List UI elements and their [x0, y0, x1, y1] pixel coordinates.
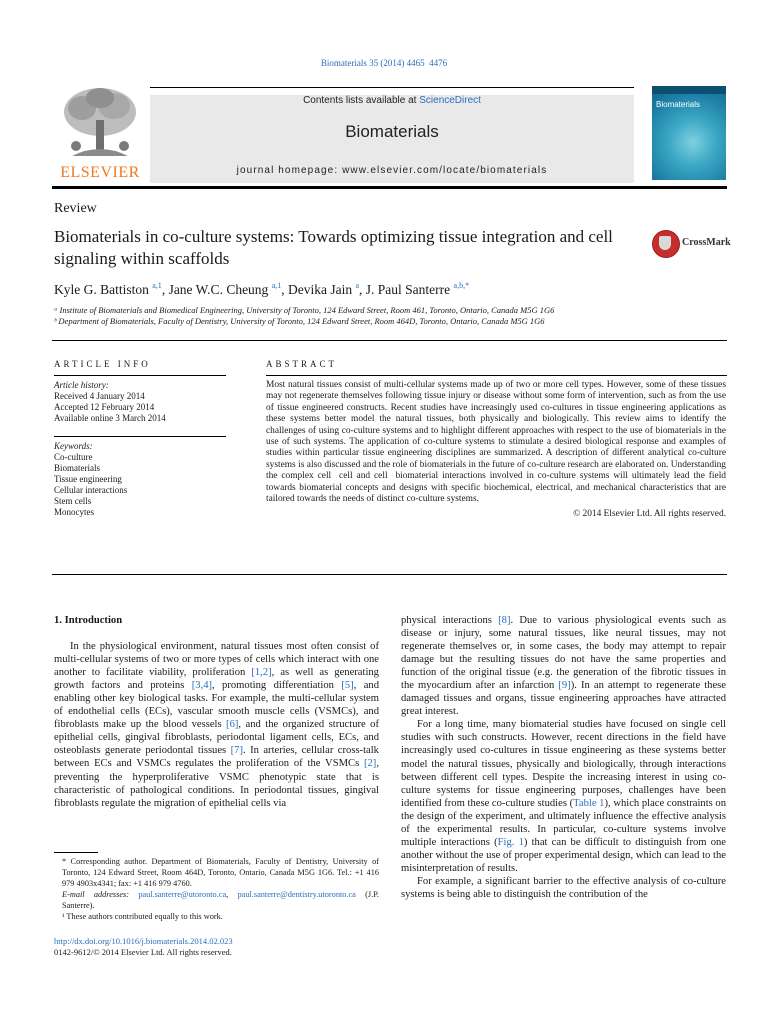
text-run: physical interactions [401, 615, 499, 626]
affiliation-b: ᵇ Department of Biomaterials, Faculty of Dentistry, University of Toronto, 124 Edward Street, Room 464D, Toronto, Ontario, Canada M5G 1G6 [54, 316, 545, 326]
contents-line [150, 95, 634, 106]
crossmark-label: CrossMark [682, 237, 731, 248]
history-accepted: Accepted 12 February 2014 [54, 402, 155, 412]
abstract-text: Most natural tissues consist of multi-cellular systems made up of two or more cell types. However, some of these tissues may not regenerate themselves following tissue injury or disease without some form of intervention, such as from the use of tissue engineered constructs. Recent studies have increasingly used co-cultures in tissue engineering applications as these systems better model the natural tissues, both physically and biologically. This review aims to identify the challenges of using co-culture systems and to highlight different approaches with respect to the use of biomaterials in the use of such systems. The application of co-culture systems to stimulate a desired biological response and examples of studies within particular tissue engineering disciplines are summarized. A description of different analytical co-culture systems is also discussed and the role of biomaterials in the future of co-culture research are elaborated on. Understanding the complex cell cell and cell biomaterial interactions involved in co-culture systems will ultimately lead the field towards biomaterial concepts and designs with specific biochemical, electrical, and mechanical characteristics that are tailored towards the needs of distinct co-culture systems. [266, 380, 726, 505]
email-link[interactable]: paul.santerre@utoronto.ca [138, 890, 227, 899]
publisher-name: ELSEVIER [60, 164, 140, 181]
masthead-bottom-rule [52, 186, 727, 189]
journal-title: Biomaterials [345, 122, 439, 141]
text-run: , and the organized structure of epithelial cells, gingival fibroblasts, periodontal ligament cells, ECs, and osteoblasts generate periodontal tissues [54, 719, 380, 757]
citation-link[interactable]: [8] [498, 615, 511, 626]
email-separator: , [226, 890, 238, 899]
author-list [54, 281, 469, 298]
journal-cover[interactable] [652, 86, 726, 180]
text-run: ), which place constraints on the design of the experiment, and ultimately influence the effective analysis of the experimental results. In particular, co-culture systems involve multiple interactions ( [401, 797, 727, 848]
keyword-item: Tissue engineering [54, 474, 122, 484]
keywords-rule [54, 436, 226, 437]
article-info-heading: ARTICLE INFO [54, 359, 151, 369]
contents-text: Contents lists available at [303, 95, 420, 106]
issn-line: 0142-9612/© 2014 Elsevier Ltd. All rights reserved. [54, 947, 232, 957]
text-run: , as well as generating growth factors and proteins [54, 667, 379, 692]
keyword-item: Biomaterials [54, 463, 100, 473]
text-run: , promoting differentiation [212, 680, 342, 692]
email-suffix: (J.P. Santerre). [62, 890, 379, 910]
journal-banner [150, 95, 634, 183]
citation-link[interactable]: [2] [363, 758, 377, 770]
author-separator: , [359, 282, 366, 297]
history-received: Received 4 January 2014 [54, 391, 145, 401]
author-affiliation-mark[interactable]: a,1 [271, 281, 282, 290]
author-affiliation-mark[interactable]: a [355, 281, 360, 290]
body-column-left [54, 614, 379, 810]
cover-title: Biomaterials [656, 100, 701, 109]
keyword-item: Monocytes [54, 507, 94, 517]
abstract-heading: ABSTRACT [266, 359, 338, 369]
article-history [54, 380, 226, 424]
author-name[interactable]: Devika Jain [288, 282, 353, 297]
crossmark-badge[interactable] [652, 230, 732, 258]
author-separator: , [281, 282, 288, 297]
intro-paragraph-1 [54, 640, 379, 810]
figure-link[interactable]: Fig. 1 [497, 836, 524, 848]
article-type: Review [54, 201, 97, 216]
text-run: . In arteries, cellular cross-talk between ECs and VSMCs regulates the proliferation of the VSMCs [54, 745, 379, 770]
text-run: For a long time, many biomaterial studies have focused on single cell studies with such constructs. However, recent directions in the field have increasingly used co-cultures in tissue engineering as these systems better model the natural tissues, physically and biologically, through interactions between different cell types. Despite the increasing interest in using co-culture systems for tissue engineering purposes, challenges have been identified from these co-culture studies ( [401, 719, 726, 809]
abstract-copyright: © 2014 Elsevier Ltd. All rights reserved. [573, 509, 726, 520]
text-run: , preventing the hyperproliferative VSMC phenotypic state that is characteristic of pathological conditions. In periodontal tissues, gingival fibroblasts regulate the migration of epithelial cells via [54, 758, 379, 809]
article-info-rule [54, 375, 226, 376]
keyword-list [54, 452, 226, 518]
affiliations [54, 305, 554, 327]
history-label: Article history: [54, 380, 109, 390]
citation-link[interactable]: [1,2] [251, 667, 272, 679]
body-column-right [401, 614, 726, 901]
email-link[interactable]: paul.santerre@dentistry.utoronto.ca [237, 890, 356, 899]
table-link[interactable]: Table 1 [573, 797, 605, 809]
citation-link[interactable]: [5] [341, 680, 354, 692]
text-run: . Due to various physiological events such as disease or injury, some natural tissues, like neural tissues, may not regenerate themselves or, in some cases, the body may attempt to repair damage but the resulting tissues do not have the same properties and function of the original tissue (e.g. the generation of the fibrotic tissues in the myocardium after an infarction [401, 615, 726, 692]
intro-paragraph-2 [401, 718, 726, 875]
equal-contribution-note: ¹ These authors contributed equally to this work. [62, 912, 223, 921]
email-label: E-mail addresses: [62, 890, 139, 899]
abstract-body [266, 380, 726, 521]
header-rule [52, 340, 727, 341]
cover-stripe [652, 86, 726, 94]
text-run: , and enabling other key biological tasks. For example, the multi-cellular system of endothelial cells (ECs), vascular smooth muscle cells (VSMCs), and fibroblasts make up the blood vessels [54, 680, 380, 731]
text-run: ) that can be difficult to distinguish from one another without the use of proper experimental design, which can lead to the misinterpretation of results. [401, 836, 726, 874]
doi-link[interactable]: http://dx.doi.org/10.1016/j.biomaterials.2014.02.023 [54, 936, 233, 946]
corresponding-author-note: * Corresponding author. Department of Biomaterials, Faculty of Dentistry, University of Toronto, 124 Edward Street, Room 464D, Toronto, Ontario, Canada M5G 1G6. Tel.: +1 416 979 4903x4341; fax: +1 416 979 4760. [62, 857, 379, 888]
citation-link[interactable]: [7] [230, 745, 243, 757]
author-name[interactable]: Jane W.C. Cheung [168, 282, 269, 297]
keyword-item: Cellular interactions [54, 485, 128, 495]
history-online: Available online 3 March 2014 [54, 413, 166, 423]
footnote-rule [54, 852, 98, 853]
intro-paragraph-1-cont [401, 614, 726, 718]
citation-link[interactable]: [3,4] [191, 680, 213, 692]
masthead-rule [150, 87, 634, 88]
journal-homepage[interactable]: journal homepage: www.elsevier.com/locate/biomaterials [236, 165, 548, 176]
author-separator: , [161, 282, 169, 297]
abstract-rule [266, 375, 727, 376]
keywords-label: Keywords: [54, 441, 93, 451]
article-title: Biomaterials in co-culture systems: Towards optimizing tissue integration and cell signaling within scaffolds [54, 227, 613, 268]
affiliation-a: ᵃ Institute of Biomaterials and Biomedical Engineering, University of Toronto, 124 Edward Street, Room 461, Toronto, Ontario, Canada M5G 1G6 [54, 305, 555, 315]
section-heading: 1. Introduction [54, 615, 123, 626]
author-name[interactable]: J. Paul Santerre [365, 282, 451, 297]
crossmark-icon [652, 230, 680, 258]
text-run: In the physiological environment, natural tissues most often consist of multi-cellular systems of two or more types of cells which interact with one another to facilitate viability, proliferation [54, 641, 379, 679]
citation-link[interactable]: [6] [226, 719, 239, 731]
tree-icon [52, 84, 148, 162]
citation-link[interactable]: [9] [558, 680, 571, 692]
elsevier-logo[interactable] [52, 84, 148, 182]
author-affiliation-mark[interactable]: a,b,* [453, 281, 470, 290]
abstract-bottom-rule [52, 574, 727, 575]
footnotes [54, 856, 379, 922]
intro-paragraph-3: For example, a significant barrier to the effective analysis of co-culture systems is being able to distinguish the contribution of the [401, 875, 726, 900]
keywords [54, 441, 226, 518]
author-affiliation-mark[interactable]: a,1 [152, 281, 162, 290]
journal-citation[interactable]: Biomaterials 35 (2014) 4465 4476 [320, 58, 448, 68]
keyword-item: Stem cells [54, 496, 92, 506]
email-note [54, 889, 379, 911]
sciencedirect-link[interactable]: ScienceDirect [419, 95, 481, 106]
keyword-item: Co-culture [54, 452, 93, 462]
doi-block [54, 936, 233, 958]
author-name[interactable]: Kyle G. Battiston [54, 282, 149, 297]
text-run: ). In an attempt to regenerate these damaged tissues and organs, tissue engineering approaches have attracted great interest. [401, 680, 727, 718]
